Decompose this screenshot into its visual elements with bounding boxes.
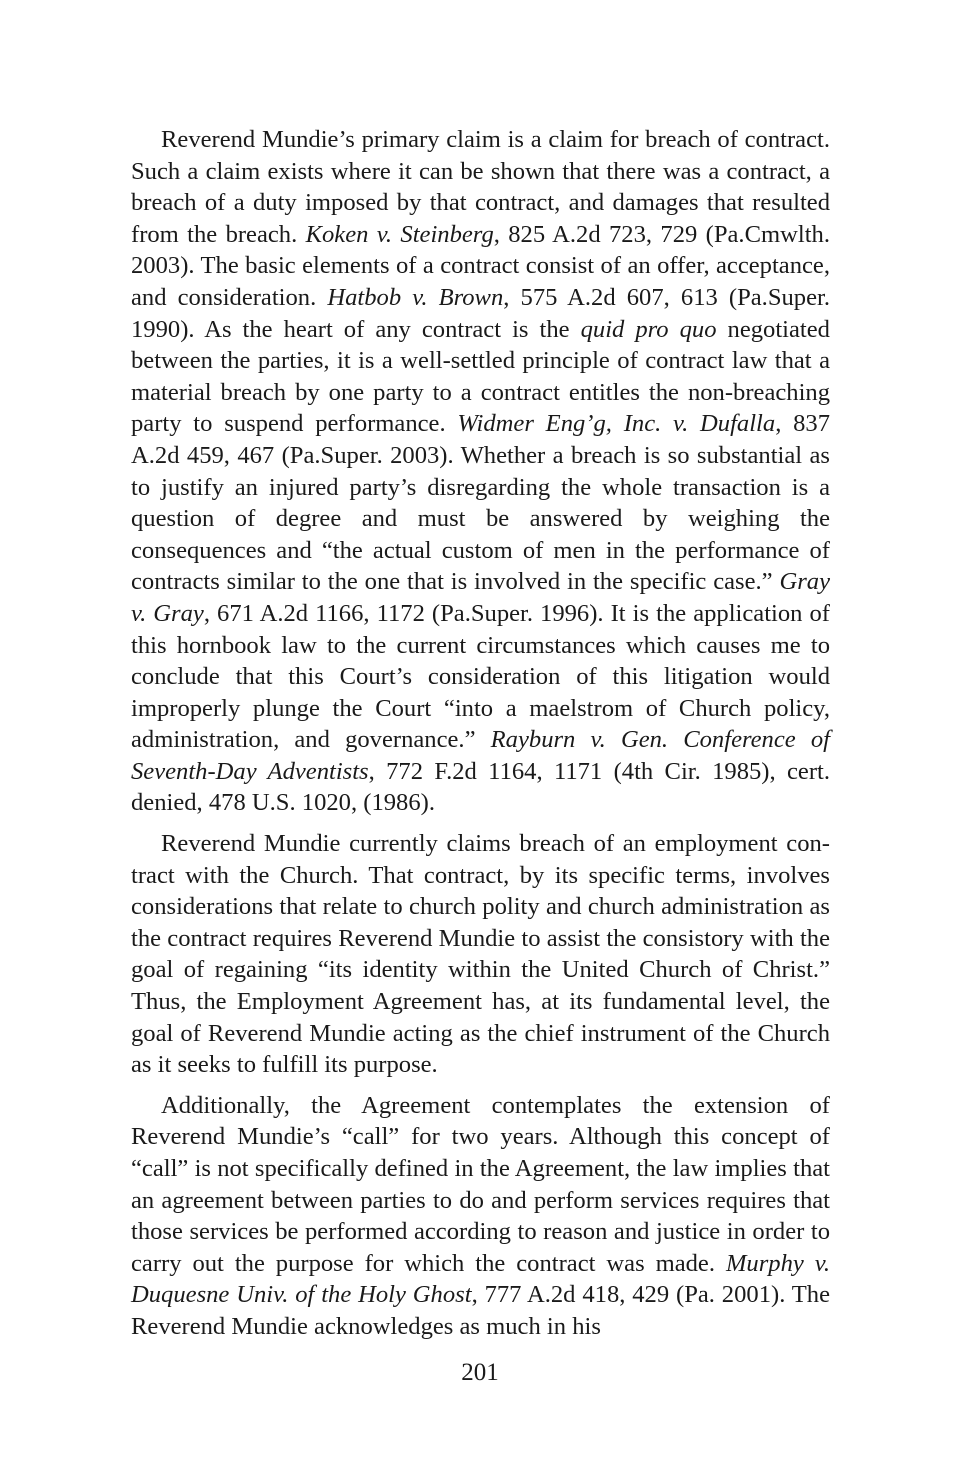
text-run: Additionally, the Agreement contemplates the extension of Reverend Mundie’s “call” for two years. Although this concept of “call” is not specifically defined in the Agreement, the law implies that an agreement between parties to do and perform services requires that those services be performed according to reason and justice in order to carry out the purpose for which the contract was made. [131, 1091, 830, 1277]
paragraph-call-extension [131, 1090, 830, 1343]
case-citation: Murphy v. Duquesne Univ. of the Holy Ghost [131, 1249, 830, 1309]
case-citation: quid pro quo [580, 315, 717, 343]
text-run: , 837 A.2d 459, 467 (Pa.Super. 2003). Whether a breach is so substantial as to justify an injured party’s disregarding the whole transaction is a question of degree and must be answered by weighing the consequences and “the actual custom of men in the performance of contracts similar to the one that is involved in the specific case.” [131, 410, 831, 596]
case-citation: Koken v. Steinberg [305, 220, 494, 248]
page-body [131, 124, 830, 1352]
case-citation: Gray v. Gray [131, 568, 830, 627]
paragraph-employment-contract [131, 828, 830, 1081]
text-run: , 575 A.2d 607, 613 (Pa.Super. 1990). As the heart of any contract is the [131, 283, 830, 343]
case-citation: Widmer Eng’g, Inc. v. Dufalla [457, 410, 776, 438]
case-citation: Hatbob v. Brown [327, 283, 504, 311]
case-citation: Rayburn v. Gen. Conference of Seventh-Day Adventists [131, 726, 830, 785]
text-run: Reverend Mundie’s primary claim is a claim for breach of contract. Such a claim exists where it can be shown that there was a contract, a breach of a duty imposed by that contract, and damages that resulted from the breach. [131, 126, 830, 248]
paragraph-breach-of-contract [131, 124, 830, 819]
text-run: , 825 A.2d 723, 729 (Pa.Cmwlth. 2003). The basic elements of a contract consist of an offer, acceptance, and consideration. [131, 220, 830, 311]
text-run: , 772 F.2d 1164, 1171 (4th Cir. 1985), cert. denied, 478 U.S. 1020, (1986). [131, 757, 830, 817]
text-run: , 671 A.2d 1166, 1172 (Pa.Super. 1996). It is the application of this hornbook law to the current circumstances which causes me to conclude that this Court’s consideration of this litigation would improperly plunge the Court “into a maelstrom of Church policy, administration, and governance.” [131, 599, 830, 754]
text-run: , 777 A.2d 418, 429 (Pa. 2001). The Reverend Mundie acknowledges as much in his [131, 1281, 830, 1340]
text-run: negotiated between the parties, it is a well-settled principle of contract law that a material breach by one party to a contract entitles the non-breaching party to suspend performance. [131, 315, 830, 438]
text-run: Reverend Mundie currently claims breach of an employment contract with the Church. That contract, by its specific terms, involves considerations that relate to church polity and church administration as the contract requires Reverend Mundie to assist the consistory with the goal of regaining “its identity within the United Church of Christ.” Thus, the Employment Agreement has, at its fundamental level, the goal of Reverend Mundie acting as the chief instrument of the Church as it seeks to fulfill its purpose. [131, 830, 830, 1079]
page-number: 201 [461, 1359, 499, 1386]
